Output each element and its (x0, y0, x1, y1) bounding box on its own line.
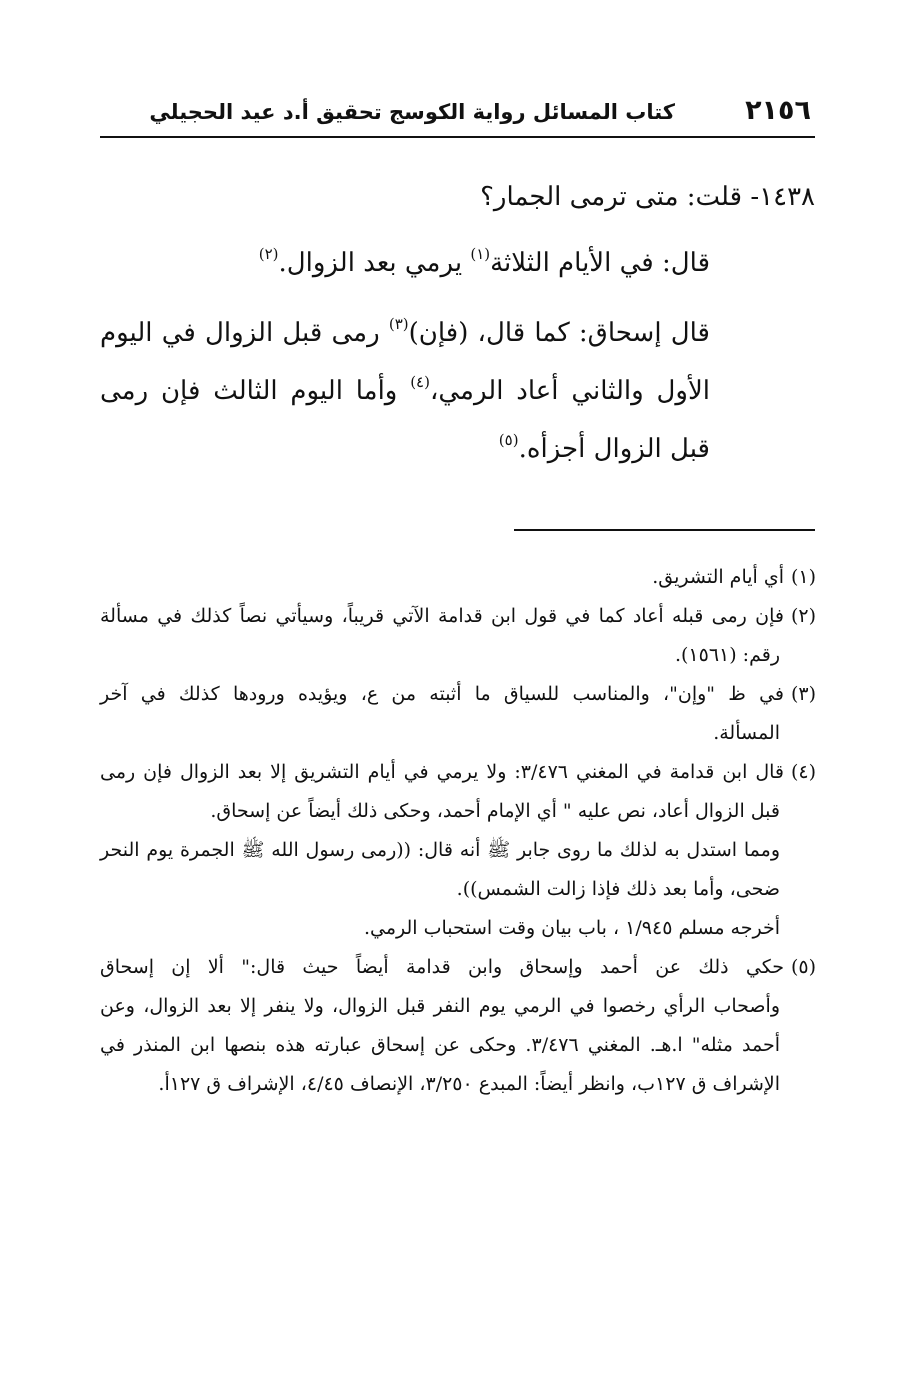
footnote-continuation: قبل الزوال أعاد، نص عليه " أي الإمام أحمد، وحكى ذلك أيضاً عن إسحاق. (210, 800, 780, 822)
footnotes-divider (514, 529, 815, 531)
footnote-hadith-paragraph: ومما استدل به لذلك ما روى جابر ﷺ أنه قال: ((رمى رسول الله ﷺ الجمرة يوم النحر ضحى، وأما بعد ذلك فإذا زالت الشمس)). (100, 839, 780, 900)
footnotes (100, 558, 816, 1104)
footnote-ref-2: (٢) (258, 245, 279, 263)
footnote-text: في ظ "وإن"، والمناسب للسياق ما أثبته من ع، ويؤيده ورودها كذلك في آخر (100, 683, 784, 705)
answer-ishaq (100, 304, 815, 478)
footnote-line (100, 753, 816, 792)
answer-ahmad-text: قال: في الأيام الثلاثة (490, 248, 710, 278)
footnote-ref-1: (١) (470, 245, 491, 263)
running-title: كتاب المسائل رواية الكوسج تحقيق أ.د عيد الحجيلي (149, 100, 675, 124)
footnote-line (100, 675, 816, 714)
footnote-text: قال ابن قدامة في المغني ٣/٤٧٦: ولا يرمي في أيام التشريق إلا بعد الزوال فإن رمى (100, 761, 785, 783)
footnote-5 (100, 948, 816, 1104)
footnote-1 (100, 558, 816, 597)
footnote-continuation: المسألة. (713, 722, 780, 744)
question-1438: ١٤٣٨- قلت: متى ترمى الجمار؟ (480, 182, 815, 212)
footnote-3 (100, 675, 816, 753)
footnote-text: أي أيام التشريق. (652, 566, 784, 588)
header-divider (100, 136, 815, 138)
footnote-text: حكي ذلك عن أحمد وإسحاق وابن قدامة أيضاً حيث قال:" ألا إن إسحاق (100, 956, 784, 978)
answer-ahmad (100, 234, 815, 292)
footnote-number: (٣) (790, 683, 816, 705)
footnote-line (100, 597, 816, 636)
footnote-4 (100, 753, 816, 948)
footnote-number: (٥) (790, 956, 816, 978)
footnote-source-paragraph: أخرجه مسلم ١/٩٤٥ ، باب بيان وقت استحباب الرمي. (363, 917, 780, 939)
answer-ishaq-text-3: وأما اليوم الثالث فإن رمى قبل الزوال أجزأه. (100, 376, 710, 464)
footnote-ref-5: (٥) (498, 431, 519, 449)
page-number: ٢١٥٦ (745, 95, 811, 126)
footnote-ref-3: (٣) (388, 315, 409, 333)
main-text (100, 172, 815, 478)
footnote-continuation: وأصحاب الرأي رخصوا في الرمي يوم النفر قبل الزوال، ولا ينفر إلا بعد الزوال، وعن أحمد مثله" ا.هـ. المغني ٣/٤٧٦. وحكى عن إسحاق عبارته هذه بنصها ابن المنذر في الإشراف ق ١٢٧ب، وانظر أيضاً: المبدع ٣/٢٥٠، الإنصاف ٤/٤٥، الإشراف ق ١٢٧أ. (100, 995, 781, 1095)
footnote-text: فإن رمى قبله أعاد كما في قول ابن قدامة الآتي قريباً، وسيأتي نصاً كذلك في مسألة (100, 605, 784, 627)
footnote-continuation: رقم: (١٥٦١). (674, 644, 780, 666)
answer-ishaq-text: قال إسحاق: كما قال، (فإن) (408, 318, 710, 348)
footnote-number: (٤) (790, 761, 817, 783)
page-header (100, 94, 815, 134)
footnote-number: (٢) (790, 605, 816, 627)
footnote-ref-4: (٤) (410, 373, 430, 391)
answer-ishaq-text-2: رمى قبل الزوال في اليوم الأول والثاني أعاد الرمي، (100, 318, 711, 406)
footnote-line (100, 948, 816, 987)
footnote-number: (١) (790, 566, 816, 588)
answer-ahmad-text-2: يرمي بعد الزوال. (278, 248, 471, 278)
footnote-2 (100, 597, 816, 675)
